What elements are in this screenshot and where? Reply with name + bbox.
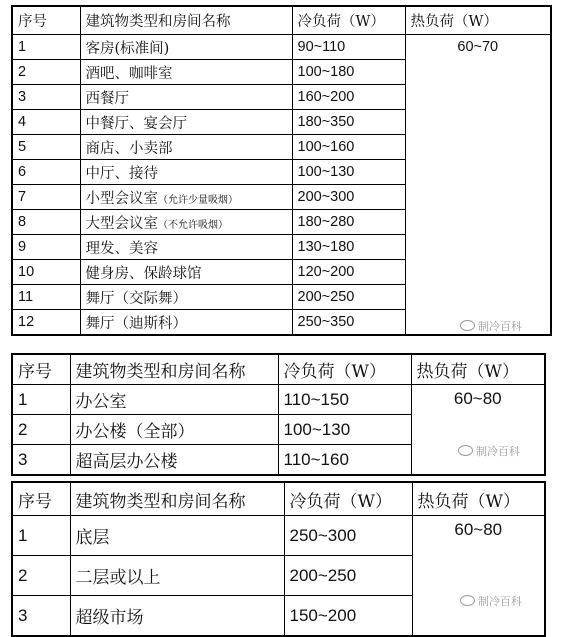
cell-type [80,185,292,210]
cell-type [70,556,284,596]
cell-no: 10 [12,260,80,285]
cell-type [80,60,292,85]
type-name: 中餐厅、宴会厅 [85,115,187,132]
header-no: 序号 [12,482,70,516]
cell-type [80,285,292,310]
cell-cooling: 110~150 [278,385,411,415]
type-name: 办公室 [75,392,127,412]
cell-heating: 60~70 [405,35,551,336]
cell-cooling: 200~250 [292,285,405,310]
cell-cooling: 120~200 [292,260,405,285]
cell-type [70,516,284,556]
cell-no: 2 [12,60,80,85]
cell-no: 2 [12,415,70,445]
header-cooling: 冷负荷（W） [284,482,412,516]
header-heating: 热负荷（W） [412,482,545,516]
cell-type [80,160,292,185]
cell-cooling: 100~130 [278,415,411,445]
type-name: 办公楼（全部） [75,422,195,442]
cell-type [70,445,278,476]
cell-no: 4 [12,110,80,135]
cell-cooling: 180~350 [292,110,405,135]
type-name: 酒吧、咖啡室 [85,65,173,82]
type-note: （不允许吸烟） [158,219,228,231]
cell-heating: 60~80 [411,385,545,476]
type-name: 舞厅（迪斯科） [85,315,187,332]
cell-cooling: 100~160 [292,135,405,160]
table-row [12,385,545,415]
cell-type [70,385,278,415]
type-name: 西餐厅 [85,90,129,107]
cell-cooling: 250~300 [284,516,412,556]
cell-type [80,135,292,160]
watermark: 制冷百科 [458,443,520,459]
cell-type [80,260,292,285]
table-row [12,516,545,556]
type-name: 健身房、保龄球馆 [85,265,202,282]
cell-no: 7 [12,185,80,210]
type-name: 商店、小卖部 [85,140,173,157]
type-name: 舞厅（交际舞） [85,290,187,307]
header-type: 建筑物类型和房间名称 [80,6,292,35]
cell-no: 12 [12,310,80,336]
cell-cooling: 100~130 [292,160,405,185]
type-name: 中厅、接待 [85,165,158,182]
table-header-row [12,482,545,516]
type-note: （允许少量吸烟） [158,194,238,206]
wechat-icon [458,445,473,456]
cell-type [80,210,292,235]
cell-cooling: 90~110 [292,35,405,60]
header-type: 建筑物类型和房间名称 [70,354,278,385]
cell-cooling: 250~350 [292,310,405,336]
header-no: 序号 [12,354,70,385]
cell-no: 9 [12,235,80,260]
header-heating: 热负荷（W） [405,6,551,35]
cell-no: 5 [12,135,80,160]
cell-heating: 60~80 [412,516,545,637]
table-header-row [12,6,551,35]
cell-no: 11 [12,285,80,310]
cell-no: 1 [12,385,70,415]
wechat-icon [460,595,475,606]
type-name: 超级市场 [75,608,144,628]
cell-no: 3 [12,85,80,110]
cell-no: 2 [12,556,70,596]
cell-cooling: 160~200 [292,85,405,110]
type-name: 大型会议室 [85,215,158,232]
cell-no: 3 [12,445,70,476]
cell-type [70,415,278,445]
type-name: 底层 [75,528,110,548]
cell-no: 8 [12,210,80,235]
cell-type [80,110,292,135]
table-row [12,35,551,60]
cell-cooling: 100~180 [292,60,405,85]
cell-type [70,596,284,637]
watermark: 制冷百科 [460,318,522,334]
header-heating: 热负荷（W） [411,354,545,385]
type-name: 小型会议室 [85,190,158,207]
cell-cooling: 130~180 [292,235,405,260]
cell-type [80,310,292,336]
wechat-icon [460,320,475,331]
cell-cooling: 200~250 [284,556,412,596]
header-cooling: 冷负荷（W） [278,354,411,385]
type-name: 二层或以上 [75,568,161,588]
cell-cooling: 110~160 [278,445,411,476]
cell-no: 1 [12,35,80,60]
type-name: 理发、美容 [85,240,158,257]
store-load-table [11,481,546,637]
cell-type [80,235,292,260]
watermark: 制冷百科 [460,593,522,609]
cell-cooling: 150~200 [284,596,412,637]
table-header-row [12,354,545,385]
type-name: 客房(标准间) [85,40,170,57]
hotel-load-table [11,5,552,336]
cell-type [80,85,292,110]
cell-no: 6 [12,160,80,185]
cell-cooling: 200~300 [292,185,405,210]
cell-type [80,35,292,60]
cell-no: 1 [12,516,70,556]
header-no: 序号 [12,6,80,35]
cell-cooling: 180~280 [292,210,405,235]
header-type: 建筑物类型和房间名称 [70,482,284,516]
header-cooling: 冷负荷（W） [292,6,405,35]
cell-no: 3 [12,596,70,637]
type-name: 超高层办公楼 [75,452,178,472]
